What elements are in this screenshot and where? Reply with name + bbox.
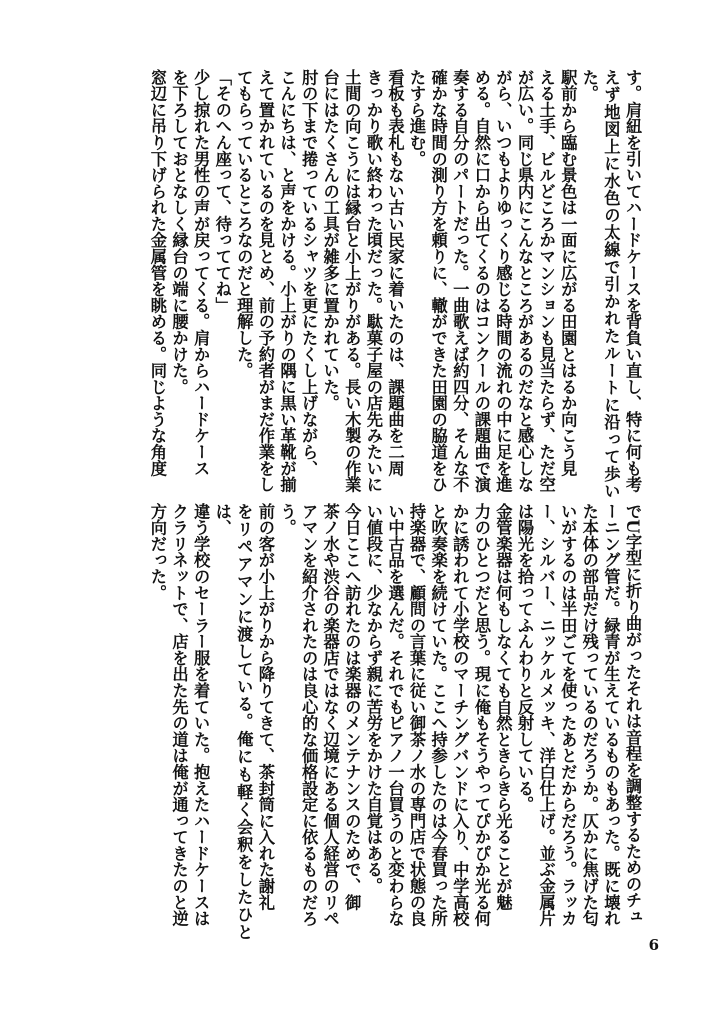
text-line: でU字型に折り曲がったそれは音程を調整するためのチュ [623,503,642,925]
text-line: 駅前から臨む景色は一面に広がる田園とはるか向こう見 [558,69,578,477]
text-line: 看板も表札もない古い民家に着いたのは、課題曲を二周 [385,69,405,477]
text-line: う。 [277,503,297,536]
text-line: 「そのへん座って、待っててね」 [212,69,232,314]
text-line: 奏する自分のパートだった。一曲歌えば約四分、そんな不 [450,69,470,493]
text-line: 前の客が小上がりから降りてきて、茶封筒に入れた謝礼 [255,503,275,911]
text-line: 金管楽器は何もしなくても自然ときらきら光ることが魅 [493,503,513,911]
text-line: アマンを紹介されたのは良心的な価格設定に依るものだろ [299,503,319,927]
text-line: める。自然に口から出てくるのはコンクールの課題曲で演 [471,69,491,493]
text-line: い値段に、少なからず親に苦労をかけた自覚はある。 [363,503,383,894]
text-line: 持楽器で、顧問の言葉に従い御茶ノ水の専門店で状態の良 [407,503,427,927]
text-line: が広い。同じ県内にこんなところがあるのだなと感心しな [515,69,535,493]
text-line: す。肩紐を引いてハードケースを背負い直し、特に何も考 [623,69,642,493]
text-line: ー、シルバー、ニッケルメッキ、洋白仕上げ。並ぶ金属片 [536,503,556,927]
text-line: たすら進む。 [407,69,427,167]
text-line: と吹奏楽を続けていた。ここへ持参したのは今春買った所 [428,503,448,927]
text-line: える土手、ビルどころかマンションも見当たらず、ただ空 [536,69,556,493]
text-line: いがするのは半田ごてを使ったあとだからだろう。ラッカ [558,503,578,927]
page-number: 6 [648,936,659,954]
text-line: を下ろしておとなしく縁台の端に腰かけた。 [169,69,189,395]
text-line: 窓辺に吊り下げられた金属管を眺める。同じような角度 [147,69,167,477]
text-line: 茶ノ水や渋谷の楽器店ではなく辺境にある個人経営のリペ [320,503,340,927]
text-line: 台にはたくさんの工具が雑多に置かれていた。 [320,69,340,412]
text-line: をリペアマンに渡している。俺にも軽く会釈をしたひとは、 [212,503,254,940]
text-line: 方向だった。 [147,503,167,601]
text-line: 力のひとつだと思う。現に俺もそうやってぴかぴか光る何 [471,503,491,927]
text-line: かに誘われて小学校のマーチングバンドに入り、中学高校 [450,503,470,927]
text-line: 違う学校のセーラー服を着ていた。抱えたハードケースは [191,503,211,927]
text-line: た本体の部品だけ残っているのだろうか。仄かに焦げた匂 [579,503,599,927]
text-line: てもらっているところなのだと理解した。 [234,69,254,379]
text-line: 土間の向こうには縁台と小上がりがある。長い木製の作業 [342,69,362,493]
text-line: は陽光を拾ってふんわりと反射している。 [515,503,535,813]
text-line: えて置かれているのを見とめ、前の予約者がまだ作業をし [255,69,275,493]
text-column-top [98,69,643,499]
text-column-bottom [98,503,643,940]
text-line: ーニング管だ。緑青が生えているものもあった。既に壊れ [601,503,621,927]
text-line: きっかり歌い終わった頃だった。駄菓子屋の店先みたいに [363,69,383,493]
text-line: 確かな時間の測り方を頼りに、轍ができた田園の脇道をひ [428,69,448,493]
text-line: がら、いつもよりゆっくり感じる時間の流れの中に足を進 [493,69,513,493]
text-line: こんにちは、と声をかける。小上がりの隅に黒い革靴が揃 [277,69,297,493]
text-line: 少し掠れた男性の声が戻ってくる。肩からハードケース [191,69,211,477]
text-line: い中古品を選んだ。それでもピアノ一台買うのと変わらな [385,503,405,927]
text-line: 肘の下まで捲っているシャツを更にたくし上げながら、 [299,69,319,477]
text-line: えず地図上に水色の太線で引かれたルートに沿って歩いた。 [579,69,621,499]
text-line: クラリネットで、店を出た先の道は俺が通ってきたのと逆 [169,503,189,927]
text-line: 今日ここへ訪れたのは楽器のメンテナンスのためで、御 [342,503,362,911]
